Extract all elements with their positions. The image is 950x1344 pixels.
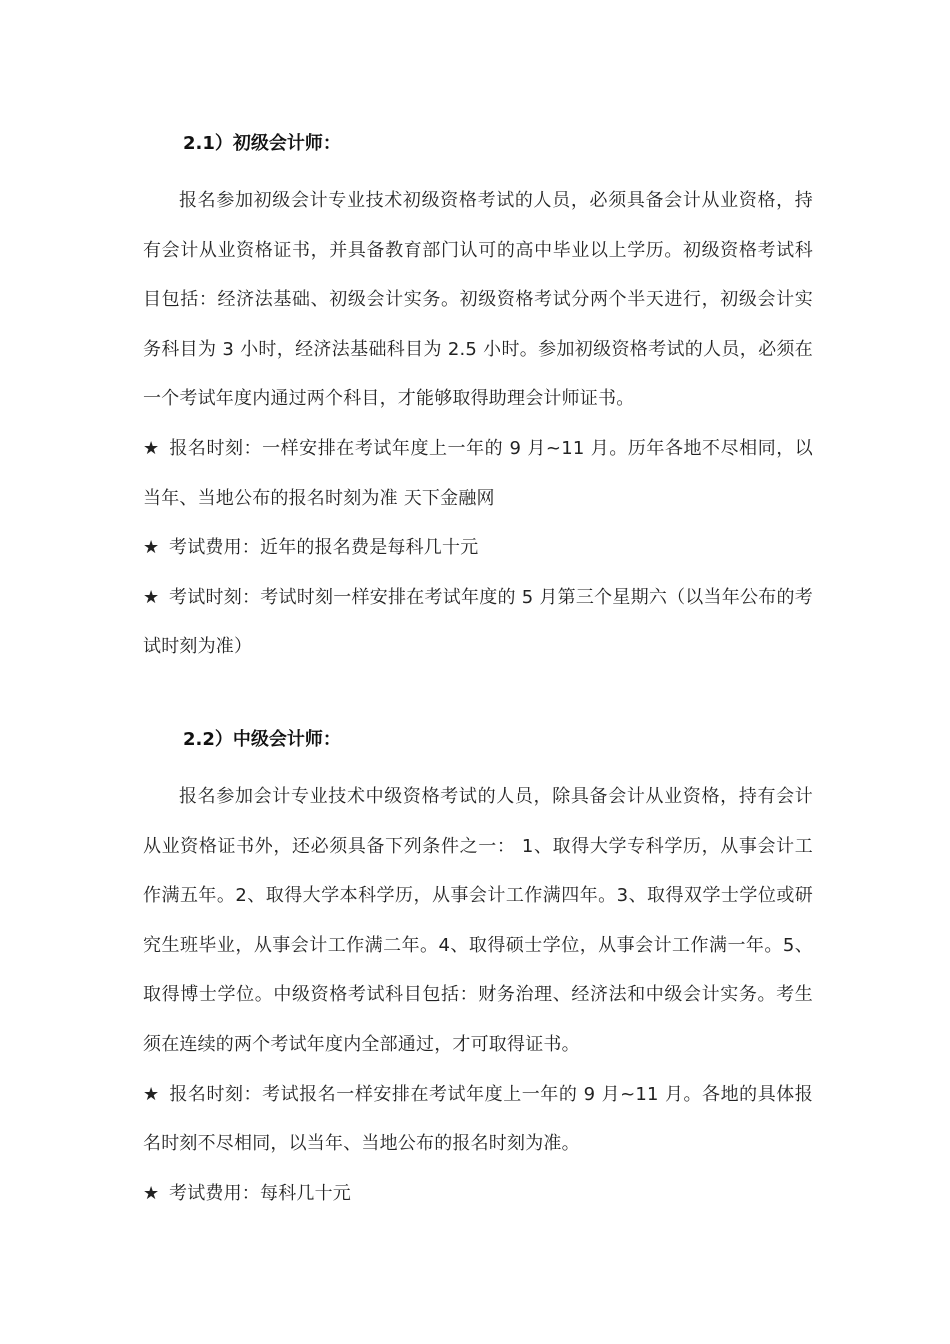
star-icon: ★ <box>143 586 160 608</box>
bullet-text: 考试费用：近年的报名费是每科几十元 <box>169 537 479 559</box>
bullet-item <box>143 523 813 573</box>
bullet-item <box>143 573 813 672</box>
star-icon: ★ <box>143 1083 160 1105</box>
star-icon: ★ <box>143 1182 160 1204</box>
bullet-item <box>143 1070 813 1169</box>
bullet-item <box>143 1169 813 1219</box>
star-icon: ★ <box>143 437 160 459</box>
bullet-text: 考试时刻：考试时刻一样安排在考试年度的 5 月第三个星期六（以当年公布的考试时刻为准） <box>143 586 813 658</box>
section-paragraph: 报名参加会计专业技术中级资格考试的人员，除具备会计从业资格，持有会计从业资格证书外，还必须具备下列条件之一： 1、取得大学专科学历，从事会计工作满五年。2、取得大学本科学历，从事会计工作满四年。3、取得双学士学位或研究生班毕业，从事会计工作满二年。4、取得硕士学位，从事会计工作满一年。5、取得博士学位。中级资格考试科目包括：财务治理、经济法和中级会计实务。考生须在连续的两个考试年度内全部通过，才可取得证书。 <box>143 786 813 1055</box>
bullet-text: 报名时刻：考试报名一样安排在考试年度上一年的 9 月~11 月。各地的具体报名时刻不尽相同，以当年、当地公布的报名时刻为准。 <box>143 1083 813 1155</box>
bullet-text: 报名时刻：一样安排在考试年度上一年的 9 月~11 月。历年各地不尽相同，以当年、当地公布的报名时刻为准 天下金融网 <box>143 437 813 509</box>
section-heading: 2.1）初级会计师： <box>183 133 341 154</box>
bullet-text: 考试费用：每科几十元 <box>169 1182 351 1204</box>
bullet-item <box>143 424 813 523</box>
section-junior-accountant <box>143 126 813 672</box>
section-heading: 2.2）中级会计师： <box>183 729 341 750</box>
section-intermediate-accountant <box>143 722 813 1218</box>
section-paragraph: 报名参加初级会计专业技术初级资格考试的人员，必须具备会计从业资格，持有会计从业资格证书，并具备教育部门认可的高中毕业以上学历。初级资格考试科目包括：经济法基础、初级会计实务。初级资格考试分两个半天进行，初级会计实务科目为 3 小时，经济法基础科目为 2.5 小时。参加初级资格考试的人员，必须在一个考试年度内通过两个科目，才能够取得助理会计师证书。 <box>143 190 813 410</box>
star-icon: ★ <box>143 537 160 559</box>
